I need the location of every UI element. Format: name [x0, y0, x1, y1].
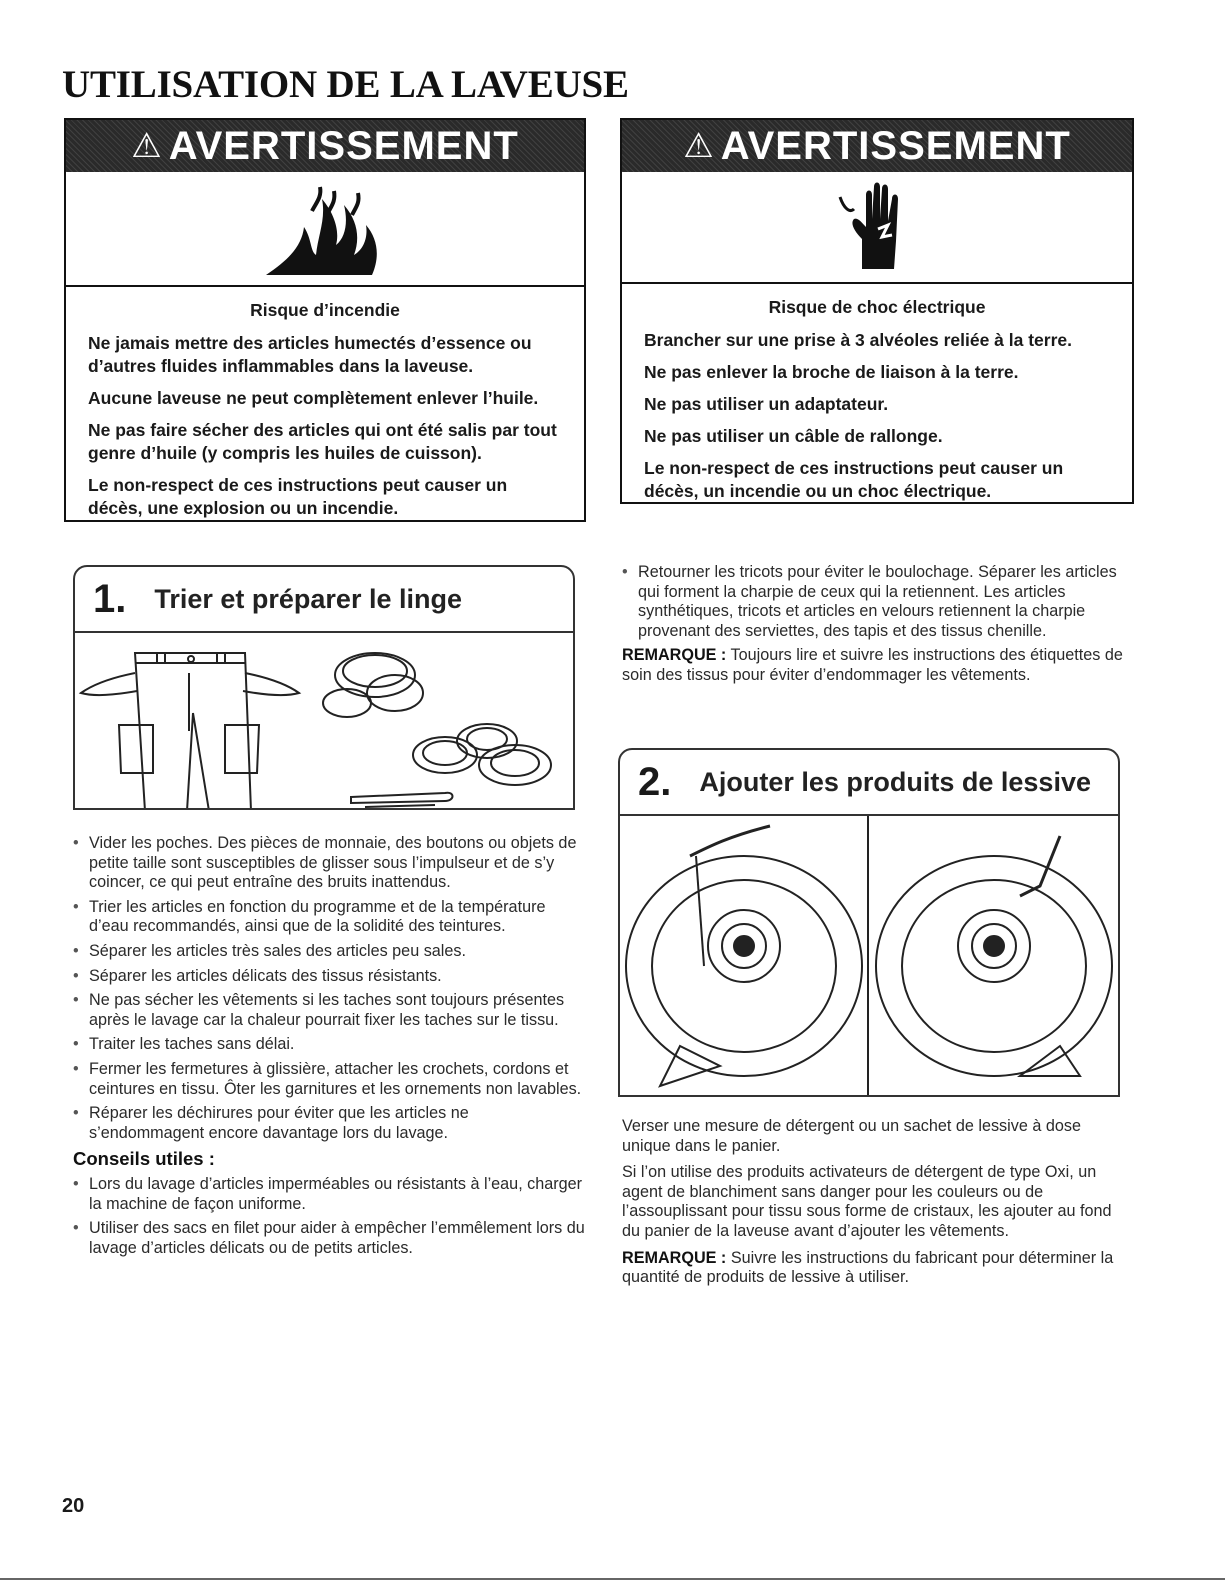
list-item: • Séparer les articles délicats des tissus résistants.	[73, 967, 588, 987]
bottom-rule	[0, 1578, 1225, 1580]
remark-paragraph	[622, 646, 1127, 685]
step1-text	[73, 834, 588, 1263]
warning-line: Aucune laveuse ne peut complètement enlever l’huile.	[88, 388, 539, 408]
remark-text: Toujours lire et suivre les instructions des étiquettes de soin des tissus pour éviter d’endommager les vêtements.	[622, 646, 1123, 684]
step1-header	[75, 567, 573, 633]
fire-icon	[260, 181, 390, 277]
list-item: • Trier les articles en fonction du programme et de la température d’eau recommandés, ainsi que de la solidité des teintures.	[73, 898, 588, 937]
step2-text	[622, 1117, 1127, 1295]
list-item: • Retourner les tricots pour éviter le boulochage. Séparer les articles qui forment la charpie de ceux qui la retiennent. Les articles synthétiques, tricots et articles en velours retiennent la charpie provenant des serviettes, des tapis et des tissus chenille.	[622, 563, 1127, 641]
warning-line: Le non-respect de ces instructions peut causer un décès, une explosion ou un incendie.	[88, 475, 508, 518]
page-number: 20	[62, 1495, 85, 1517]
electric-shock-icon	[832, 179, 922, 275]
warning-line: Ne pas utiliser un adaptateur.	[644, 394, 889, 414]
warning-triangle-icon: ⚠	[131, 127, 163, 165]
step2-title: Ajouter les produits de lessive	[699, 766, 1091, 797]
list-item: • Lors du lavage d’articles imperméables ou résistants à l’eau, charger la machine de façon uniforme.	[73, 1175, 588, 1214]
warning-header-label: AVERTISSEMENT	[720, 123, 1071, 168]
remark-paragraph	[622, 1249, 1127, 1288]
right-column-text	[622, 563, 1127, 693]
list-item: • Séparer les articles très sales des articles peu sales.	[73, 942, 588, 962]
remark-text: Suivre les instructions du fabricant pour déterminer la quantité de produits de lessive à utiliser.	[622, 1248, 1114, 1287]
warning-line: Ne pas enlever la broche de liaison à la terre.	[644, 362, 1019, 382]
list-item: • Ne pas sécher les vêtements si les taches sont toujours présentes après le lavage car la chaleur pourrait fixer les taches sur le tissu.	[73, 991, 588, 1030]
warning-line: Brancher sur une prise à 3 alvéoles reliée à la terre.	[644, 330, 1073, 350]
warning-line: Le non-respect de ces instructions peut causer un décès, un incendie ou un choc électrique.	[644, 458, 1064, 501]
page-title: UTILISATION DE LA LAVEUSE	[62, 63, 629, 106]
tips-heading: Conseils utiles :	[73, 1148, 215, 1170]
step2-paragraph: Verser une mesure de détergent ou un sachet de lessive à dose unique dans le panier.	[622, 1117, 1081, 1155]
laundry-items-illustration	[75, 633, 573, 810]
warning-line: Ne pas utiliser un câble de rallonge.	[644, 426, 943, 446]
step2-number: 2.	[638, 759, 672, 804]
warning-header	[622, 120, 1132, 172]
warning-header-label: AVERTISSEMENT	[168, 123, 519, 168]
list-item: • Fermer les fermetures à glissière, attacher les crochets, cordons et ceintures en tissu. Ôter les garnitures et les ornements non lavables.	[73, 1060, 588, 1099]
list-item: • Traiter les taches sans délai.	[73, 1035, 588, 1055]
fire-warning-box	[64, 118, 586, 522]
step2-box	[618, 748, 1120, 1097]
shock-warning-box	[620, 118, 1134, 504]
remark-label: REMARQUE :	[622, 646, 727, 665]
step1-title: Trier et préparer le linge	[154, 583, 462, 614]
warning-line: Ne jamais mettre des articles humectés d’essence ou d’autres fluides inflammables dans la laveuse.	[88, 333, 532, 376]
warning-header	[66, 120, 584, 172]
fire-pictogram	[66, 172, 584, 287]
warning-line: Ne pas faire sécher des articles qui ont été salis par tout genre d’huile (y compris les huiles de cuisson).	[88, 420, 557, 463]
step1-number: 1.	[93, 576, 127, 621]
step2-paragraph: Si l’on utilise des produits activateurs de détergent de type Oxi, un agent de blanchiment sans danger pour les couleurs ou de l’assouplissant pour tissu sous forme de cristaux, les ajouter au fond du panier de la laveuse avant d’ajouter les vêtements.	[622, 1163, 1112, 1240]
warning-risk: Risque de choc électrique	[768, 297, 986, 317]
shock-pictogram	[622, 172, 1132, 284]
step2-header	[620, 750, 1118, 816]
step1-box	[73, 565, 575, 810]
warning-triangle-icon: ⚠	[683, 127, 715, 165]
washer-basket-illustration	[620, 816, 1118, 1097]
remark-label: REMARQUE :	[622, 1248, 727, 1267]
list-item: • Utiliser des sacs en filet pour aider à empêcher l’emmêlement lors du lavage d’articles délicats ou de petits articles.	[73, 1219, 588, 1258]
list-item: • Vider les poches. Des pièces de monnaie, des boutons ou objets de petite taille sont susceptibles de glisser sous l’impulseur et de s’y coincer, ce qui peut entraîne des bruits inattendus.	[73, 834, 588, 893]
list-item: • Réparer les déchirures pour éviter que les articles ne s’endommagent encore davantage lors du lavage.	[73, 1104, 588, 1143]
warning-risk: Risque d’incendie	[250, 300, 400, 320]
